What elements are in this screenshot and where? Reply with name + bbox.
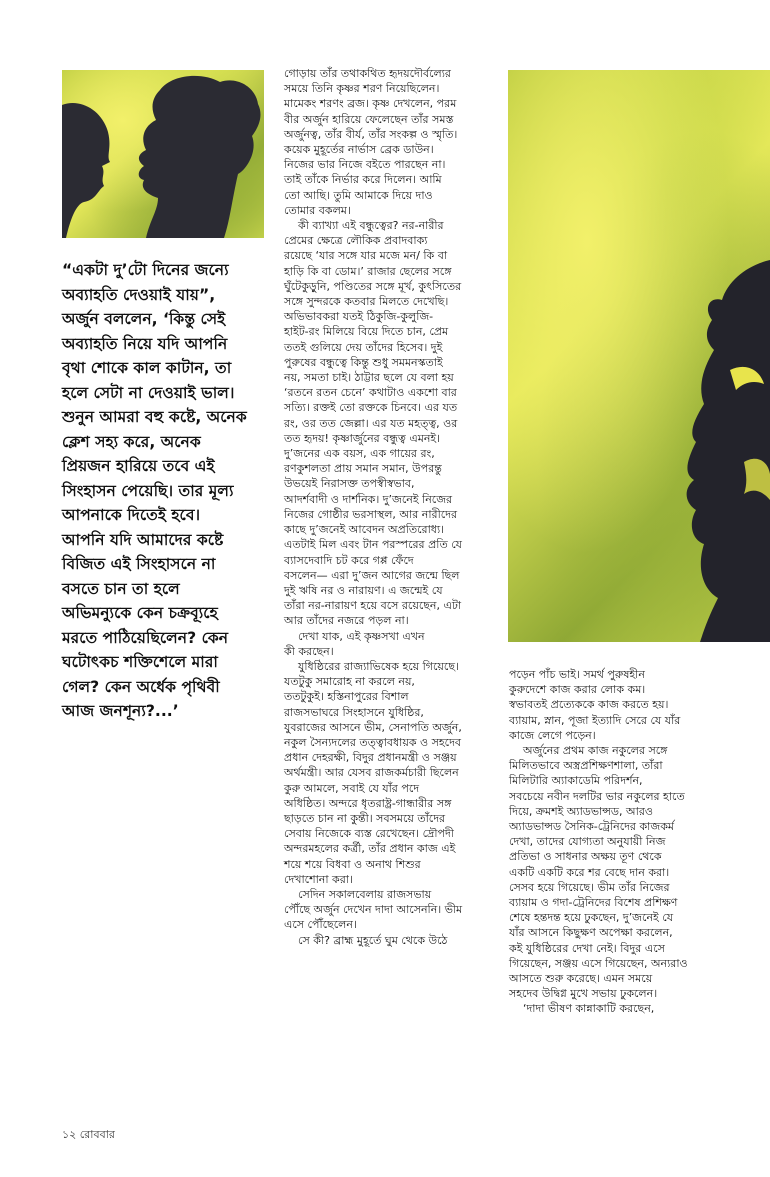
- article-line: তত হৃদয়! কৃষ্ণার্জুনের বন্ধুত্ব এমনই।: [284, 431, 441, 445]
- pull-quote-line: অভিমন্যুকে কেন চক্রব্যূহে: [62, 604, 218, 622]
- article-line: মামেকং শরণং ব্রজ। কৃষ্ণ দেখলেন, পরম: [284, 97, 457, 111]
- article-line: পৌঁছে অর্জুন দেখেন দাদা আসেননি। ভীম: [284, 903, 463, 917]
- article-line: নয়, সমতা চাই। ঠাট্টার ছলে যে বলা হয়: [284, 371, 454, 385]
- article-line: অধিষ্ঠিত। অন্দরে ধৃতরাষ্ট্র-গান্ধারীর সঙ্গ: [284, 796, 452, 810]
- article-line: সেদিন সকালবেলায় রাজসভায়: [298, 887, 432, 901]
- article-line: দিয়ে, ক্রমশই অ্যাডভান্সড, আরও: [509, 804, 653, 818]
- article-line: সত্যি। রক্তই তো রক্তকে চিনবে। এর যত: [284, 401, 458, 415]
- article-line: প্রেমের ক্ষেত্রে লৌকিক প্রবাদবাক্য: [284, 234, 428, 248]
- article-line: পুরুষের বন্ধুত্বে কিন্তু শুধু সমমনস্কতাই: [284, 355, 443, 369]
- page-folio: ১২ রোববার: [62, 1128, 115, 1141]
- article-line: সেসব হয়ে গিয়েছে। ভীম তাঁর নিজের: [509, 880, 670, 894]
- article-line: অর্জুনত্ব, তাঁর বীর্য, তাঁর সংকল্প ও স্মৃতি।: [284, 127, 458, 141]
- article-line: এতটাই মিল এবং টান পরস্পরের প্রতি যে: [284, 538, 462, 552]
- article-column-middle: [284, 66, 489, 948]
- article-line: ‘রতনে রতন চেনে’ কথাটাও একশো বার: [284, 386, 457, 400]
- article-line: আসতে শুরু করেছে। এমন সময়ে: [509, 972, 653, 986]
- article-line: ততটুকুই। হস্তিনাপুরের বিশাল: [284, 690, 409, 704]
- article-line: সেবায় নিজেকে ব্যস্ত রেখেছেন। দ্রৌপদী: [284, 827, 454, 841]
- article-line: প্রতিভা ও সাধনার অক্ষয় তূণ থেকে: [509, 850, 662, 864]
- article-line: ব্যায়াম, স্নান, পূজা ইত্যাদি সেরে যে যাঁর: [509, 713, 681, 727]
- article-line: ব্যায়াম ও গদা-ট্রেনিদের বিশেষ প্রশিক্ষণ: [509, 896, 678, 910]
- article-line: হাইট-রং মিলিয়ে বিয়ে দিতে চান, প্রেম: [284, 325, 449, 339]
- article-line: তো আছি। তুমি আমাকে দিয়ে দাও: [284, 188, 433, 202]
- article-line: কাছে দু’জনেই আবেদন অপ্রতিরোধ্য।: [284, 523, 445, 537]
- article-line: ‘দাদা ভীষণ কান্নাকাটি করছেন,: [523, 1002, 655, 1016]
- right-head-silhouette: [139, 76, 261, 238]
- article-line: রং, ওর তত জেল্লা। এর যত মহত্ত্ব, ওর: [284, 416, 458, 430]
- article-line: দেখাশোনা করা।: [284, 872, 353, 886]
- article-line: সঙ্গে সুন্দরকে কতবার মিলতে দেখেছি।: [284, 295, 449, 309]
- article-line: ব্যাসদেবাদি চট করে গপ্প ফেঁদে: [284, 553, 414, 567]
- article-line: রয়েছে ‘যার সঙ্গে যার মজে মন/ কি বা: [284, 249, 448, 263]
- article-line: যাঁর আসনে কিছুক্ষণ অপেক্ষা করলেন,: [509, 926, 673, 940]
- article-column-right: [509, 667, 709, 1017]
- article-line: দু’জনের এক বয়স, এক গায়ের রং,: [284, 447, 435, 461]
- article-line: রণকুশলতা প্রায় সমান সমান, উপরন্তু: [284, 462, 442, 476]
- article-line: তাঁরা নর-নারায়ণ হয়ে বসে রয়েছেন, এটা: [284, 599, 462, 613]
- pull-quote-line: প্রিয়জন হারিয়ে তবে এই: [62, 457, 215, 475]
- pull-quote-line: ঘটোৎকচ শক্তিশেলে মারা: [62, 653, 218, 671]
- article-line: একটি একটি করে শর বেছে দান করা।: [509, 865, 670, 879]
- illustration-profile-large: [508, 70, 770, 642]
- pull-quote: [62, 258, 267, 724]
- article-line: যুধিষ্ঠিরের রাজ্যাভিষেক হয়ে গিয়েছে।: [298, 659, 459, 673]
- article-line: দুই ঋষি নর ও নারায়ণ। এ জন্মেই যে: [284, 583, 443, 597]
- article-line: কুরু আমলে, সবাই যে যাঁর পদে: [284, 781, 420, 795]
- article-line: সে কী? ব্রাহ্ম মুহূর্তে ঘুম থেকে উঠে: [298, 933, 448, 947]
- pull-quote-line: মরতে পাঠিয়েছিলেন? কেন: [62, 628, 229, 647]
- pull-quote-line: হলে সেটা না দেওয়াই ভাল।: [62, 383, 235, 402]
- article-line: অভিভাবকরা যতই ঠিকুজি-কুলুজি-: [284, 310, 434, 324]
- article-line: শেষে হন্তদন্ত হয়ে ঢুকছেন, দু’জনেই যে: [509, 911, 674, 925]
- article-line: কয়েক মুহূর্তের নার্ভাস ব্রেক ডাউন।: [284, 143, 434, 157]
- article-line: উভয়েই নিরাসক্ত তপস্বীস্বভাব,: [284, 477, 415, 491]
- pull-quote-line: বৃথা শোকে কাল কাটান, তা: [62, 359, 232, 377]
- article-line: অর্থমন্ত্রী। আর যেসব রাজকর্মচারী ছিলেন: [284, 766, 459, 780]
- article-line: কী করছেন।: [284, 644, 334, 658]
- article-line: রাজসভাঘরে সিংহাসনে যুধিষ্ঠির,: [284, 705, 424, 719]
- article-line: নকুল সৈন্যদলের তত্ত্বাবধায়ক ও সহদেব: [284, 735, 461, 749]
- article-line: সবচেয়ে নবীন দলটির ভার নকুলের হাতে: [509, 789, 685, 803]
- profile-artwork: [508, 70, 770, 642]
- pull-quote-line: বসতে চান তা হলে: [62, 579, 180, 598]
- article-line: অ্যাডভান্সড সৈনিক-ট্রেনিদের কাজকর্ম: [509, 820, 674, 834]
- article-line: নিজের ভার নিজে বইতে পারছেন না।: [284, 158, 446, 172]
- article-line: পড়েন পাঁচ ভাই। সমর্থ পুরুষহীন: [509, 668, 645, 681]
- illustration-silhouettes-small: [62, 70, 264, 238]
- pull-quote-line: আপনি যদি আমাদের কষ্টে: [62, 530, 224, 549]
- article-line: ছাড়তে চান না কুন্তী। সবসময়ে তাঁদের: [284, 811, 446, 825]
- article-line: দেখা যাক, এই কৃষ্ণসখা এখন: [298, 629, 425, 643]
- silhouettes-artwork: [62, 70, 264, 238]
- article-line: হাড়ি কি বা ডোম।’ রাজার ছেলের সঙ্গে: [284, 264, 452, 278]
- article-line: ততই গুলিয়ে দেয় তাঁদের হিসেব। দুই: [284, 340, 443, 354]
- article-line: নিজের গোষ্ঠীর ভরসাস্থল, আর নারীদের: [284, 507, 458, 521]
- article-line: তাই তাঁকে নির্ভার করে দিলেন। আমি: [284, 173, 442, 187]
- article-line: তোমার বকলম।: [284, 203, 351, 217]
- article-line: গোড়ায় তাঁর তথাকথিত হৃদয়দৌর্বল্যের: [284, 67, 451, 80]
- article-line: মিলিতভাবে অস্ত্রপ্রশিক্ষণশালা, তাঁরা: [509, 759, 663, 773]
- article-line: সময়ে তিনি কৃষ্ণর শরণ নিয়েছিলেন।: [284, 82, 440, 96]
- article-line: কুরুদেশে কাজ করার লোক কম।: [509, 683, 646, 697]
- article-line: স্বভাবতই প্রত্যেককে কাজ করতে হয়।: [509, 698, 669, 712]
- article-line: দেখা, তাদের যোগ্যতা অনুযায়ী নিজ: [509, 835, 666, 849]
- article-line: সহদেব উদ্বিগ্ন মুখে সভায় ঢুকলেন।: [509, 987, 658, 1001]
- article-line: এসে পৌঁছেলেন।: [284, 918, 357, 932]
- pull-quote-line: অর্জুন বললেন, ‘কিন্তু সেই: [62, 310, 226, 328]
- pull-quote-line: আপনাকে দিতেই হবে।: [62, 506, 201, 524]
- article-line: অর্জুনের প্রথম কাজ নকুলের সঙ্গে: [523, 744, 668, 758]
- article-line: প্রধান দেহরক্ষী, বিদুর প্রধানমন্ত্রী ও সঞ্জয়: [284, 751, 457, 765]
- article-line: ঘুঁটেকুড়ুনি, পণ্ডিতের সঙ্গে মূর্খ, কুৎসিতের: [284, 279, 462, 293]
- article-line: বসলেন— এরা দু’জন আগের জন্মে ছিল: [284, 568, 460, 582]
- article-line: গিয়েছেন, সঞ্জয় এসে গিয়েছেন, অন্যরাও: [509, 956, 688, 970]
- pull-quote-line: আজ জনশূন্য?...’: [62, 702, 179, 720]
- article-line: অন্দরমহলের কর্ত্রী, তাঁর প্রধান কাজ এই: [284, 842, 456, 856]
- pull-quote-line: শুনুন আমরা বহু কষ্টে, অনেক: [62, 408, 247, 426]
- pull-quote-line: বিজিত এই সিংহাসনে না: [62, 555, 216, 573]
- pull-quote-line: অব্যাহতি দেওয়াই যায়”,: [62, 285, 216, 304]
- profile-silhouette: [687, 260, 770, 642]
- article-line: মিলিটারি অ্যাকাডেমি পরিদর্শন,: [509, 774, 643, 788]
- article-line: যতটুকু সমারোহ না করলে নয়,: [284, 675, 415, 689]
- pull-quote-line: ক্লেশ সহ্য করে, অনেক: [62, 432, 201, 451]
- article-line: যুবরাজের আসনে ভীম, সেনাপতি অর্জুন,: [284, 720, 462, 734]
- pull-quote-line: সিংহাসন পেয়েছি। তার মূল্য: [62, 481, 234, 500]
- pull-quote-line: “একটা দু’টো দিনের জন্যে: [62, 261, 229, 279]
- article-line: আদর্শবাদী ও দার্শনিক। দু’জনেই নিজের: [284, 492, 453, 506]
- pull-quote-line: গেল? কেন অর্ধেক পৃথিবী: [62, 677, 220, 696]
- article-line: কী ব্যাখ্যা এই বন্ধুত্বের? নর-নারীর: [298, 219, 444, 233]
- article-line: বীর অর্জুন হারিয়ে ফেলেছেন তাঁর সমস্ত: [284, 112, 454, 126]
- pull-quote-line: অব্যাহতি নিয়ে যদি আপনি: [62, 334, 228, 353]
- article-line: কাজে লেগে পড়েন।: [509, 728, 596, 742]
- article-line: আর তাঁদের নজরে পড়ল না।: [284, 614, 409, 628]
- left-face-silhouette: [62, 103, 110, 238]
- article-line: কই যুধিষ্ঠিরের দেখা নেই। বিদুর এসে: [509, 941, 665, 955]
- article-line: শয়ে শয়ে বিধবা ও অনাথ শিশুর: [284, 857, 421, 871]
